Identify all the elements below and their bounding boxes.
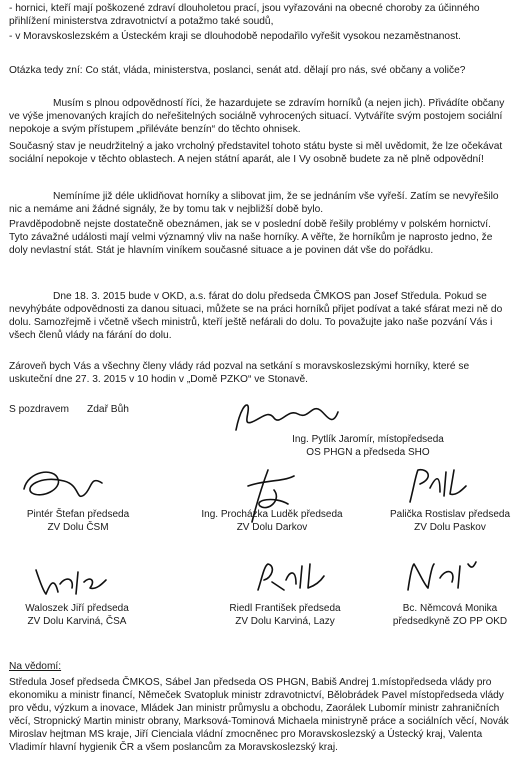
signatory-block: Ing. Pytlík Jaromír, místopředseda OS PHGN a předseda SHO — [292, 434, 444, 458]
signatory-block: Waloszek Jiří předseda ZV Dolu Karviná, ČSA — [25, 603, 129, 627]
paragraph: Zároveň bych Vás a všechny členy vlády rád pozval na setkání s moravskoslezskými horníky, které se uskuteční dne 27. 3. 2015 v 10 hodin v „Domě PZKO“ ve Stonavě. — [9, 361, 470, 385]
signatory-block: Riedl František předseda ZV Dolu Karviná, Lazy — [229, 603, 341, 627]
signatory-block: Palička Rostislav předseda ZV Dolu Paskov — [389, 509, 511, 533]
bullet-item: - v Moravskoslezském a Ústeckém kraji se dlouhodobě nepodařilo vyřešit vysokou nezaměstnanost. — [9, 31, 461, 42]
paragraph: Současný stav je neudržitelný a jako vrcholný představitel tohoto státu byste si měl uvědomit, že lze očekávat sociální nepokoje v těchto oblastech. A nejen státní aparát, ale I Vy osobně budete za ně plně odpovědní! — [9, 141, 503, 165]
paragraph: Musím s plnou odpovědností říci, že hazardujete se zdravím horníků (a nejen jich). Přivádíte občany ve výše jmenovaných krajích do neřešitelných sociálně vyhrocených situací. Vytváříte svým postojem sociální nepokoje a svým přístupem „přiléváte benzín“ do těchto ohnisek. — [9, 98, 505, 135]
paragraph: Dne 18. 3. 2015 bude v OKD, a.s. fárat do dolu předseda ČMKOS pan Josef Středula. Pokud se nevyhýbáte odpovědnosti za danou situaci, můžete se na práci horníků přijet podívat a také sfárat mezi ně do dolu. Samozřejmě i včetně všech ministrů, kteří ještě nefárali do dolu. To považujte jako naše pozvání Vás i všech členů vlády na fárání do dolu. — [9, 291, 503, 341]
signature-riedl — [250, 560, 330, 594]
signature-waloszek — [30, 562, 110, 598]
signature-pinter — [18, 465, 108, 511]
signatory-block: Pintér Štefan předseda ZV Dolu ČSM — [26, 509, 130, 533]
signature-palicka — [400, 466, 470, 506]
paragraph: Pravděpodobně nejste dostatečně obeznámen, jak se v poslední době řešily problémy v polském hornictví. Tyto závažné události mají velmi významný vliv na naše horníky. A věřte, že horníkům je naprosto jedno, že doly nevlastní stát. Stát je hlavním viníkem současné situace a je povinen dát vše do pořádku. — [9, 219, 493, 256]
signatory-block: Bc. Němcová Monika předsedkyně ZO PP OKD — [392, 603, 508, 627]
cc-list: Středula Josef předseda ČMKOS, Sábel Jan předseda OS PHGN, Babiš Andrej 1.místopředseda vlády pro ekonomiku a ministr financí, Němeček Svatopluk ministr zdravotnictví, Bělobrádek Pavel místopředseda vlády pro vědu, výzkum a inovace, Mládek Jan ministr průmyslu a obchodu, Zaorálek Lubomír ministr zahraničních věcí, Stropnický Martin ministr obrany, Marksová-Tominová Michaela ministryně práce a sociálních věcí, Novák Miroslav hejtman MS kraje, Jiří Cienciala vládní zmocněnec pro Moravskoslezský a Ústecký kraj, Valenta Vladimír hlavní hygienik ČR a všem poslancům za Moravskoslezský kraj. — [9, 677, 509, 753]
signature-nemcova — [400, 560, 480, 594]
signature-pytlik — [228, 400, 348, 434]
greeting: S pozdravem Zdař Bůh — [9, 404, 129, 415]
paragraph: Nemíníme již déle uklidňovat horníky a slibovat jim, že se jednáním vše vyřeší. Zatím se nevyřešilo nic a nemáme ani žádné signály, že by tomu tak v nejbližší době bylo. — [9, 191, 499, 215]
bullet-item: - hornici, kteří mají poškozené zdraví dlouholetou prací, jsou vyřazováni na obecné choroby za účinného přihlížení ministerstva zdravotnictví a potažmo také soudů, — [9, 3, 480, 27]
cc-heading: Na vědomí: — [9, 661, 62, 672]
question-paragraph: Otázka tedy zní: Co stát, vláda, ministerstva, poslanci, senát atd. dělají pro nás, své občany a voliče? — [9, 65, 466, 76]
signatory-block: Ing. Procházka Luděk předseda ZV Dolu Darkov — [201, 509, 343, 533]
